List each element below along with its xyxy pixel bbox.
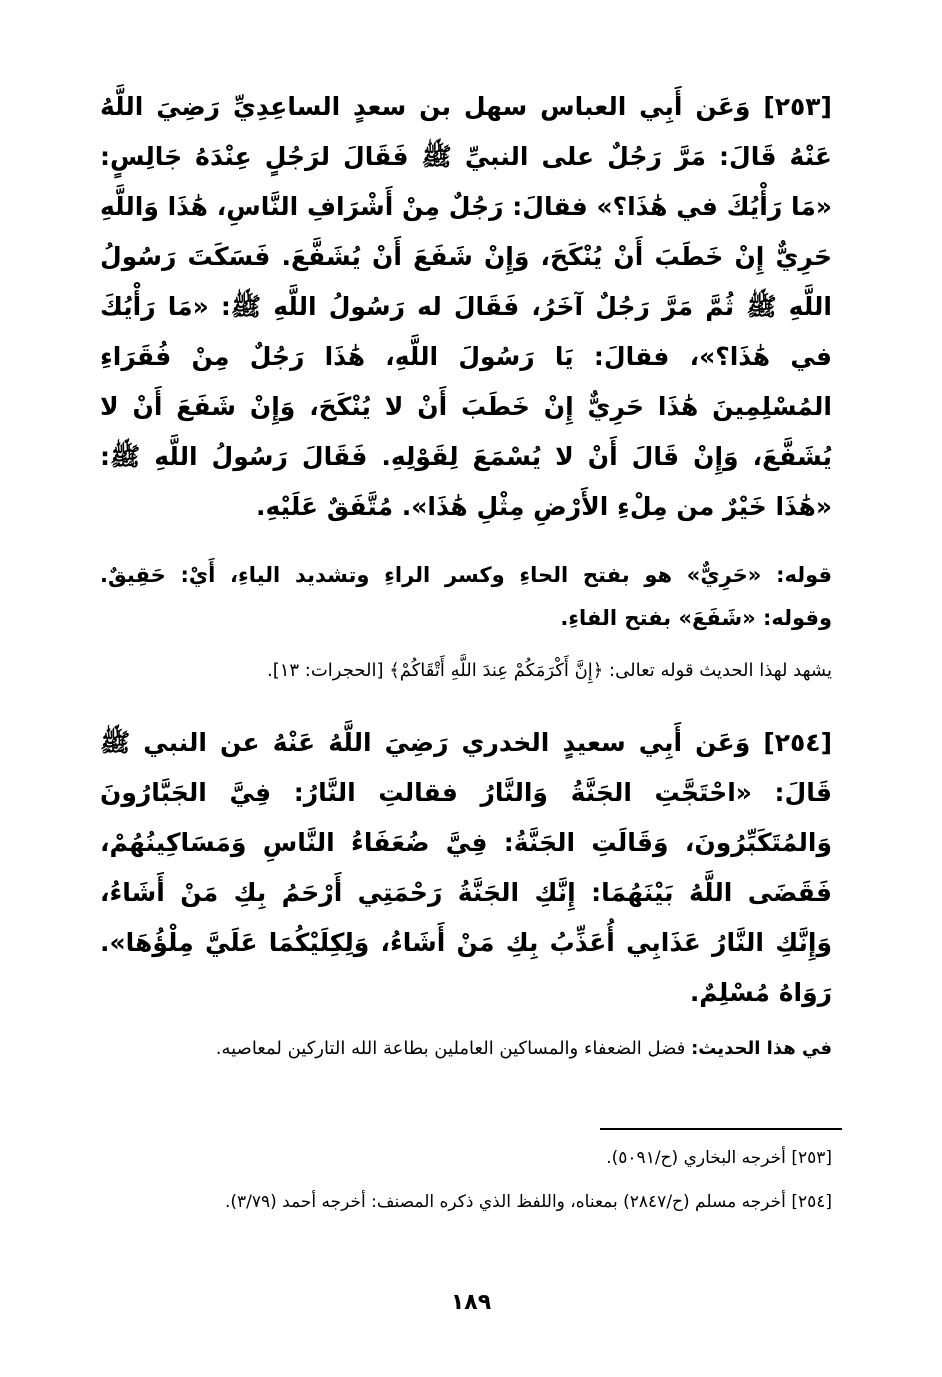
hadith-254-number: [٢٥٤] bbox=[763, 728, 832, 757]
hadith-254-text: وَعَن أَبِي سعيدٍ الخدري رَضِيَ اللَّهُ عَنْهُ عن النبي ﷺ قَالَ: «احْتَجَّتِ الجَنَّةُ وَالنَّارُ فقالتِ النَّارُ: فِيَّ الجَبَّارُونَ وَالمُتَكَبِّرُونَ، وَقَالَتِ الجَنَّةُ: فِيَّ ضُعَفَاءُ النَّاسِ وَمَسَاكِينُهُمْ، فَقَضَى اللَّهُ بَيْنَهُمَا: إِنَّكِ الجَنَّةُ رَحْمَتِي أَرْحَمُ بِكِ مَنْ أَشَاءُ، وَإِنَّكِ النَّارُ عَذَابِي أُعَذِّبُ بِكِ مَنْ أَشَاءُ، وَلِكِلَيْكُمَا عَلَيَّ مِلْؤُهَا». رَوَاهُ مُسْلِمٌ. bbox=[100, 728, 832, 1007]
footnote-253-text: أخرجه البخاري (ح/٥٠٩١). bbox=[606, 1148, 786, 1168]
page-number: ١٨٩ bbox=[450, 1290, 492, 1315]
footnotes bbox=[100, 1140, 832, 1228]
commentary-254-lead: في هذا الحديث: bbox=[691, 1038, 832, 1059]
footnote-253-ref: [٢٥٣] bbox=[791, 1148, 832, 1168]
footnote-254-ref: [٢٥٤] bbox=[791, 1192, 832, 1212]
hadith-253 bbox=[100, 82, 832, 532]
hadith-254 bbox=[100, 718, 832, 1018]
commentary-254 bbox=[100, 1030, 832, 1068]
hadith-253-text: وَعَن أَبِي العباس سهل بن سعدٍ الساعِدِيِّ رَضِيَ اللَّهُ عَنْهُ قَالَ: مَرَّ رَجُلٌ على النبيِّ ﷺ فَقَالَ لرَجُلٍ عِنْدَهُ جَالِسٍ: «مَا رَأْيُكَ في هَٰذَا؟» فقالَ: رَجُلٌ مِنْ أَشْرَافِ النَّاسِ، هَٰذَا وَاللَّهِ حَرِيٌّ إِنْ خَطَبَ أَنْ يُنْكَحَ، وَإِنْ شَفَعَ أَنْ يُشَفَّعَ. فَسَكَتَ رَسُولُ اللَّهِ ﷺ ثُمَّ مَرَّ رَجُلٌ آخَرُ، فَقَالَ له رَسُولُ اللَّهِ ﷺ: «مَا رَأْيُكَ في هَٰذَا؟»، فقالَ: يَا رَسُولَ اللَّهِ، هَٰذَا رَجُلٌ مِنْ فُقَرَاءِ المُسْلِمِينَ هَٰذَا حَرِيٌّ إِنْ خَطَبَ أَنْ لا يُنْكَحَ، وَإِنْ شَفَعَ أَنْ لا يُشَفَّعَ، وَإِنْ قَالَ أَنْ لا يُسْمَعَ لِقَوْلِهِ. فَقَالَ رَسُولُ اللَّهِ ﷺ: «هَٰذَا خَيْرٌ من مِلْءِ الأَرْضِ مِثْلِ هَٰذَا». مُتَّفَقٌ عَلَيْهِ. bbox=[100, 92, 832, 521]
explanation-253: قوله: «حَرِيٌّ» هو بفتح الحاءِ وكسر الراءِ وتشديد الياءِ، أَيْ: حَقِيقٌ. وقوله: «شَفَعَ» بفتح الفاءِ. bbox=[100, 563, 832, 630]
page-body bbox=[100, 82, 832, 1068]
footnote-253 bbox=[100, 1140, 832, 1176]
footnote-divider bbox=[600, 1128, 842, 1130]
footnote-254-text: أخرجه مسلم (ح/٢٨٤٧) بمعناه، واللفظ الذي ذكره المصنف: أخرجه أحمد (٣/٧٩). bbox=[224, 1192, 786, 1212]
commentary-253: يشهد لهذا الحديث قوله تعالى: ﴿إِنَّ أَكْرَمَكُمْ عِندَ اللَّهِ أَتْقَاكُمْ﴾ [الحجرات: ١٣]. bbox=[266, 660, 832, 681]
commentary-254-text: فضل الضعفاء والمساكين العاملين بطاعة الله التاركين لمعاصيه. bbox=[215, 1038, 686, 1059]
hadith-253-number: [٢٥٣] bbox=[763, 92, 832, 121]
footnote-254 bbox=[100, 1184, 832, 1220]
